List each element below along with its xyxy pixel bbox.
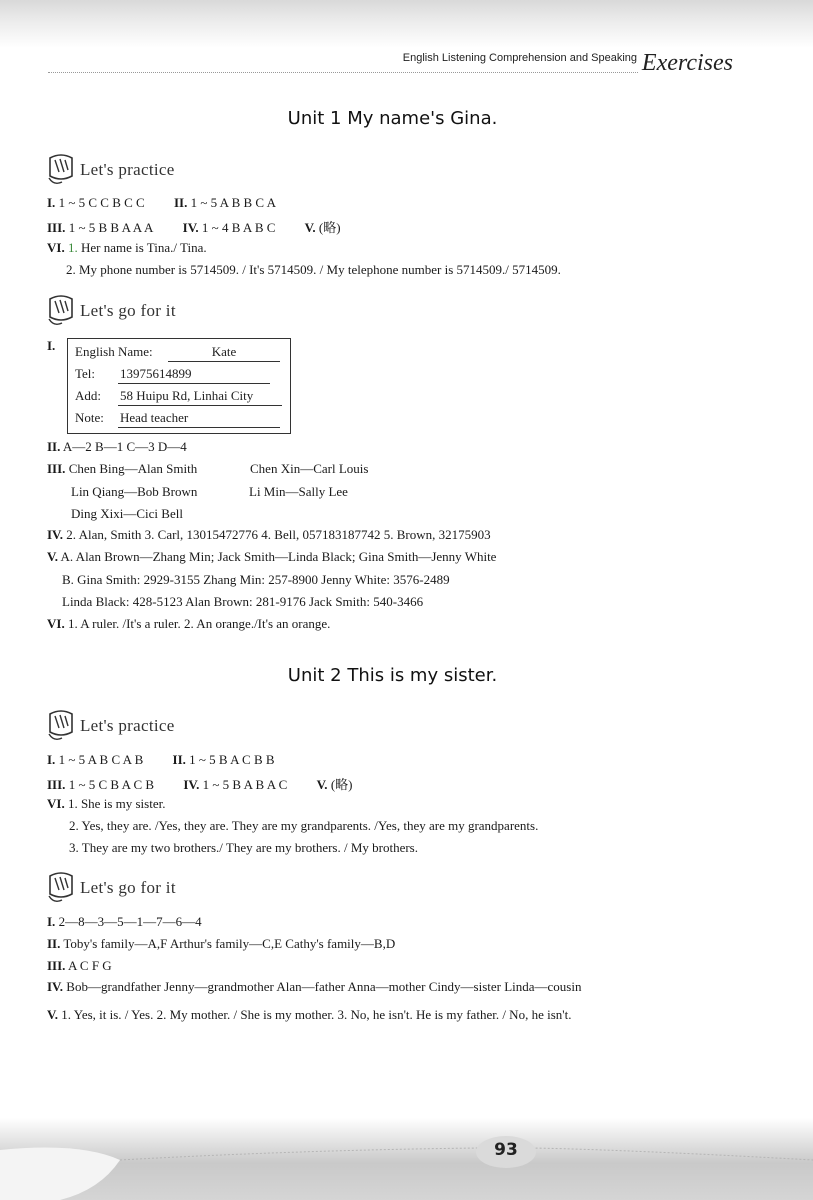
- section-label: Let's practice: [80, 716, 175, 735]
- card-add-value: 58 Huipu Rd, Linhai City: [118, 388, 282, 406]
- header-band: [0, 0, 813, 48]
- speaker-icon: [46, 152, 76, 186]
- u2-goforit-ii: II. Toby's family—A,F Arthur's family—C,E Cathy's family—B,D: [47, 936, 396, 951]
- card-note-value: Head teacher: [118, 410, 280, 428]
- u2-goforit-v: V. 1. Yes, it is. / Yes. 2. My mother. / She is my mother. 3. No, he isn't. He is my father. / No, he isn't.: [47, 1007, 572, 1022]
- u2-goforit-i: I. 2—8—3—5—1—7—6—4: [47, 914, 202, 929]
- section-label: Let's go for it: [80, 301, 176, 320]
- u2-practice-row-1: I. 1 ~ 5 A B C A B II. 1 ~ 5 B A C B B: [47, 752, 275, 767]
- u2-goforit-iv: IV. Bob—grandfather Jenny—grandmother Alan—father Anna—mother Cindy—sister Linda—cousin: [47, 979, 582, 994]
- u1-practice-row-2: III. 1 ~ 5 B B A A A IV. 1 ~ 4 B A B C V. (略): [47, 220, 341, 235]
- u1-goforit-v-c: Linda Black: 428-5123 Alan Brown: 281-9176 Jack Smith: 540-3466: [62, 594, 424, 609]
- u1-goforit-iii-c: Lin Qiang—Bob Brown: [71, 484, 198, 499]
- section-label: Let's practice: [80, 160, 175, 179]
- u1-goforit-i-label: I.: [47, 338, 56, 353]
- u2-practice-row-2: III. 1 ~ 5 C B A C B IV. 1 ~ 5 B A B A C V. (略): [47, 777, 353, 792]
- u1-goforit-v-a: V. A. Alan Brown—Zhang Min; Jack Smith—Linda Black; Gina Smith—Jenny White: [47, 549, 497, 564]
- header-title: English Listening Comprehension and Speaking: [402, 52, 637, 64]
- u1-practice-row-4: 2. My phone number is 5714509. / It's 5714509. / My telephone number is 5714509./ 5714509.: [66, 262, 561, 277]
- u2-practice-row-4: 2. Yes, they are. /Yes, they are. They are my grandparents. /Yes, they are my grandparents.: [69, 818, 539, 833]
- speaker-icon: [46, 293, 76, 327]
- unit-2-title: Unit 2 This is my sister.: [287, 665, 498, 686]
- card-add-label: Add:: [75, 388, 101, 403]
- speaker-icon: [46, 870, 76, 904]
- header-brand: Exercises: [641, 50, 733, 76]
- card-tel-value: 13975614899: [118, 366, 270, 384]
- header-divider: [48, 72, 638, 73]
- card-name-value: Kate: [168, 344, 280, 362]
- u2-goforit-iii: III. A C F G: [47, 958, 112, 973]
- u1-goforit-iii-d: Li Min—Sally Lee: [249, 484, 348, 499]
- u2-practice-row-5: 3. They are my two brothers./ They are my brothers. / My brothers.: [69, 840, 418, 855]
- speaker-icon: [46, 708, 76, 742]
- card-name-label: English Name:: [75, 344, 153, 359]
- u1-goforit-vi: VI. 1. A ruler. /It's a ruler. 2. An orange./It's an orange.: [47, 616, 331, 631]
- section-label: Let's go for it: [80, 878, 176, 897]
- page-number: 93: [494, 1140, 518, 1160]
- card-tel-label: Tel:: [75, 366, 96, 381]
- u1-goforit-iii: III. Chen Bing—Alan Smith: [47, 461, 198, 476]
- u1-goforit-v-b: B. Gina Smith: 2929-3155 Zhang Min: 257-8900 Jenny White: 3576-2489: [62, 572, 450, 587]
- u1-practice-row-3: VI. 1. Her name is Tina./ Tina.: [47, 240, 207, 255]
- info-card: [67, 338, 291, 434]
- u1-practice-row-1: I. 1 ~ 5 C C B C C II. 1 ~ 5 A B B C A: [47, 195, 276, 210]
- u1-goforit-ii: II. A—2 B—1 C—3 D—4: [47, 439, 187, 454]
- u1-goforit-iii-e: Ding Xixi—Cici Bell: [71, 506, 183, 521]
- u1-goforit-iv: IV. 2. Alan, Smith 3. Carl, 13015472776 4. Bell, 057183187742 5. Brown, 32175903: [47, 527, 491, 542]
- unit-1-title: Unit 1 My name's Gina.: [287, 108, 498, 129]
- footer-decoration: [0, 1120, 813, 1200]
- u2-practice-row-3: VI. 1. She is my sister.: [47, 796, 166, 811]
- card-note-label: Note:: [75, 410, 104, 425]
- u1-goforit-iii-b: Chen Xin—Carl Louis: [250, 461, 369, 476]
